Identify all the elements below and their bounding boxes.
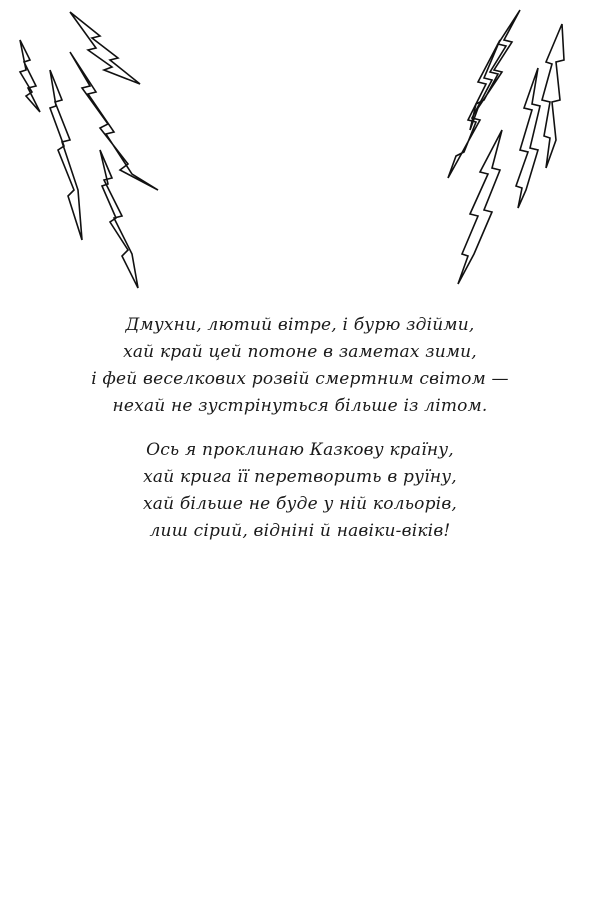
- poem-line: Дмухни, лютий вітре, і бурю здійми,: [125, 315, 475, 335]
- poem-line: нехай не зустрінуться більше із літом.: [112, 396, 488, 416]
- poem: [0, 312, 600, 562]
- poem-line: хай край цей потоне в заметах зими,: [123, 342, 477, 362]
- lightning-bolts-icon: [0, 0, 600, 300]
- lightning-bolt-left-3: [70, 52, 158, 190]
- poem-line: хай більше не буде у ній кольорів,: [142, 494, 458, 514]
- lightning-bolt-left-5: [100, 150, 138, 288]
- lightning-bolt-left-4: [50, 70, 82, 240]
- poem-line: і фей веселкових розвій смертним світом —: [91, 369, 509, 389]
- poem-stanza-2: [0, 437, 600, 545]
- lightning-bolt-right-3: [542, 24, 564, 168]
- lightning-bolt-left-1: [70, 12, 140, 84]
- lightning-bolt-right-2: [448, 40, 500, 178]
- poem-line: хай крига її перетворить в руїну,: [143, 467, 457, 487]
- poem-stanza-1: [0, 312, 600, 420]
- lightning-bolt-right-1: [470, 10, 520, 130]
- lightning-bolt-right-5: [458, 130, 502, 284]
- poem-line: Ось я проклинаю Казкову країну,: [146, 440, 454, 460]
- lightning-bolt-left-2: [20, 40, 40, 112]
- poem-line: лиш сірий, відніні й навіки-віків!: [149, 521, 451, 541]
- lightning-bolt-right-4: [516, 68, 540, 208]
